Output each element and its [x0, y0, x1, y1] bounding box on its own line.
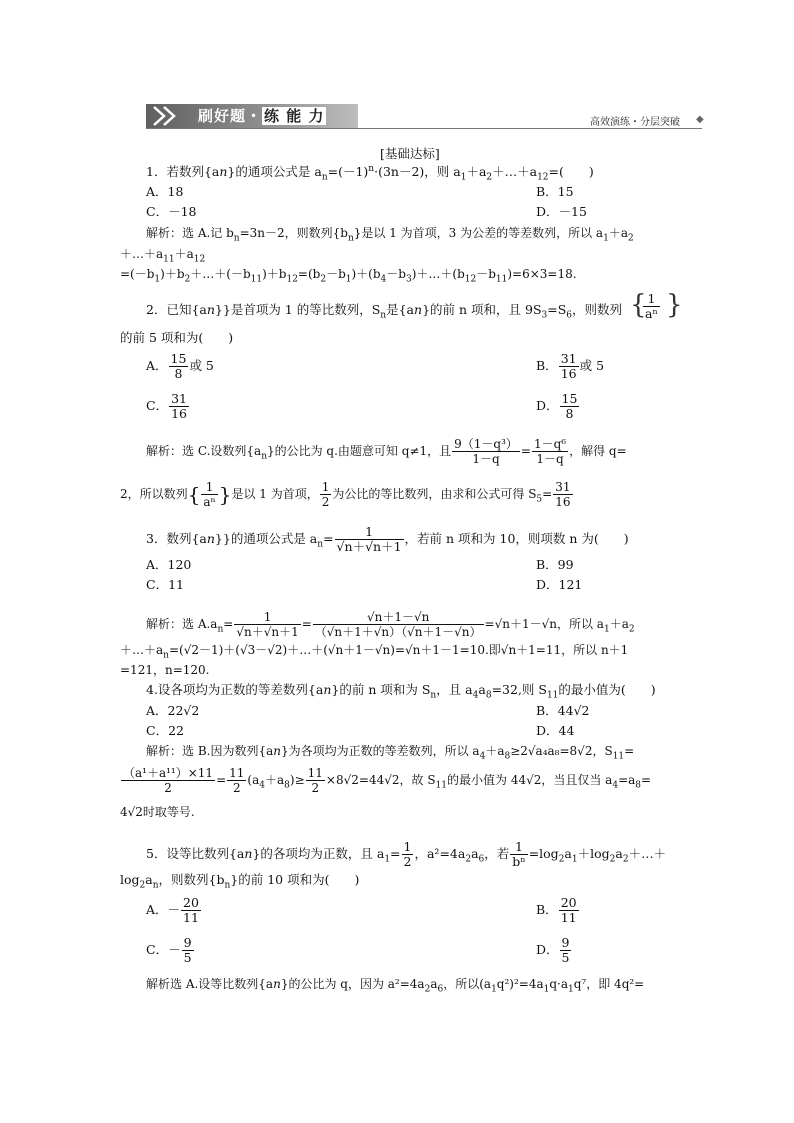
q5-option-c: C．－ $\frac{9}{5}$ [146, 935, 192, 965]
q1-option-d: D．－15 [536, 204, 587, 219]
q4-solution-line1: 解析：选 B.因为数列{an}为各项均为正数的等差数列，所以 $a_4+a_8\ge 2√a_4a_8=8√2$，$S_{11}=$ [146, 744, 635, 762]
q4-solution-line3: 4√2时取等号. [120, 805, 195, 819]
q5-stem-line2: $\log_2a_n$，则数列$\{b_n\}$的前 10 项和为( ) [120, 872, 360, 891]
q2-solution-line1: 解析：选 C.设数列$\{a_n\}$的公比为 q.由题意可知 q≠1，且 $\frac{\text{9（1－q³）}}{1-q}$ = $\frac{\text{1－q⁶}}{1-q}$ ，解得 q= [146, 437, 627, 466]
q2-solution-line2: 2，所以数列{ $\frac{1}{\text{aⁿ}}$ }是以 1 为首项， $\frac{1}{2}$ 为公比的等比数列，由求和公式可得 $S_5=$ $\frac{31}{16}$ [120, 480, 571, 509]
q3-option-a: A．120 [146, 557, 192, 572]
q4-option-b: B．44√2 [536, 703, 590, 718]
q3-stem: 3．数列{an}}的通项公式是 $a_n=$ $\frac{1}{√n+√n+1}$ ，若前 n 项和为 10，则项数 n 为( ) [146, 524, 629, 554]
diamond-icon: ◆ [696, 114, 704, 125]
q1-option-a: A．18 [146, 184, 184, 199]
q2-option-d: D． $\frac{15}{8}$ [536, 391, 578, 421]
q4-option-a: A．22√2 [146, 703, 200, 718]
right-brace: } [666, 290, 683, 320]
header-title [198, 104, 326, 128]
q3-option-c: C．11 [146, 577, 184, 592]
q3-solution-line1: 解析：选 $A.a_n=$ $\frac{1}{√n+√n+1}$ = $\frac{√n+1-√n}{(√n+1+√n)(√n+1-√n)}$ =√n＋1－√n，所以 $a_1+a_2$ [146, 610, 635, 639]
q2-option-a: A． $\frac{15}{8}$ 或 5 [146, 351, 214, 381]
q4-solution-line2: $\frac{\text{（a¹＋a¹¹）×11}}{2}$ = $\frac{11}{2}$ $(a_4+a_8)\ge$ $\frac{11}{2}$ ×8√2=44√2，故 $S_{11}$的最小值为 44√2，当且仅当 $a_4=a_8=$ [123, 766, 652, 795]
q1-solution-line3: $=(-b_1)+b_2+\dots+(-b_{11})+b_{12}=(b_2-b_1)+(b_4-b_3)+\dots+(b_{12}-b_{11})=6\times 3=18$. [120, 267, 577, 285]
q2-option-b: B． $\frac{31}{16}$ 或 5 [536, 351, 605, 381]
q1-solution-line1: 解析：选 A.记 $b_n=3n-2$，则数列$\{b_n\}$是以 1 为首项，3 为公差的等差数列，所以 $a_1+a_2$ [146, 226, 634, 244]
q5-option-b: B． $\frac{20}{11}$ [536, 895, 577, 925]
q5-option-d: D． $\frac{9}{5}$ [536, 935, 570, 965]
q2-stem-line2: 的前 5 项和为( ) [120, 330, 234, 345]
header-subtitle: 高效演练・分层突破 [590, 117, 680, 128]
q1-solution-line2: $+\dots+a_{11}+a_{12}$ [120, 247, 206, 265]
q5-option-a: A．－ $\frac{20}{11}$ [146, 895, 199, 925]
q5-solution-line1: 解析选 A.设等比数列{an}的公比为 q，因为 $a^2=4a_2a_6$，所以$(a_1q^2)^2=4a_1q\cdot a_1q^7$，即 4q²= [146, 977, 645, 995]
q2-stem-line1: 2．已知{an}}是首项为 1 的等比数列，$S_n$是{an}的前 n 项和，且 $9S_3=S_6$，则数列 [146, 302, 623, 321]
q5-stem-line1: 5．设等比数列{an}的各项均为正数，且 $a_1=$ $\frac{1}{2}$ ，$a^2=4a_2a_6$，若 $\frac{1}{\text{bⁿ}}$ $=\log_2a_1+\log_2a_2+\dots+$ [146, 839, 667, 869]
q4-option-c: C．22 [146, 723, 184, 738]
q3-solution-line3: =121，n=120. [120, 663, 210, 677]
header-title-left: 刷好题・ [198, 107, 263, 125]
left-brace: { [630, 290, 647, 320]
q1-option-b: B．15 [536, 184, 574, 199]
header-rule [146, 128, 702, 129]
q4-stem: 4.设各项均为正数的等差数列{an}的前 n 项和为 $S_n$，且 $a_4a_8=32$,则 $S_{11}$的最小值为( ) [146, 682, 656, 701]
q2-seq-fraction: $\frac{1}{\text{aⁿ}}$ [645, 291, 658, 321]
q3-option-d: D．121 [536, 577, 583, 592]
q4-option-d: D．44 [536, 723, 575, 738]
q2-option-c: C． $\frac{31}{16}$ [146, 391, 187, 421]
q3-option-b: B．99 [536, 557, 574, 572]
q1-stem: 1．若数列{an}的通项公式是 $a_n=(-1)^n\cdot(3n-2)$，则 $a_1+a_2+\dots+a_{12}=$( ) [146, 163, 594, 183]
q1-option-c: C．－18 [146, 204, 197, 219]
double-chevron-icon [150, 104, 190, 128]
q3-solution-line2: $+\dots+a_n=(√2-1)+(√3-√2)+\dots+(√n+1-√n)=√n+1-1=10$.即√n＋1=11，所以 n＋1 [120, 643, 629, 661]
header-title-highlight: 练 能 力 [264, 107, 325, 125]
section-title: [基础达标] [380, 146, 440, 161]
